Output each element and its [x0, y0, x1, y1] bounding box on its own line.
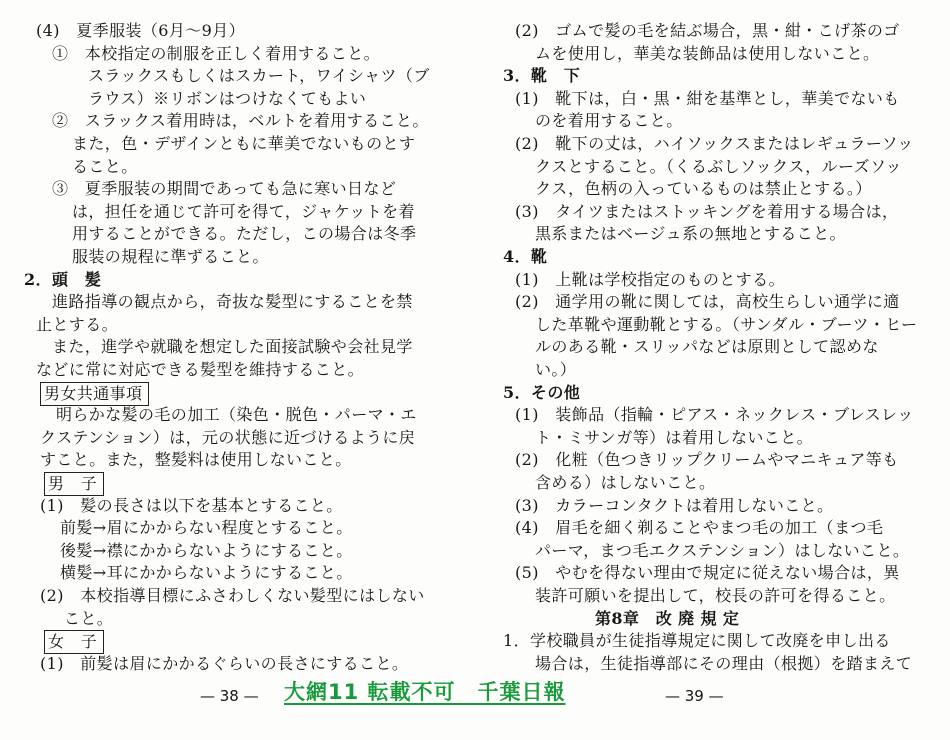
text-line: (3) カラーコンタクトは着用しないこと。	[515, 495, 834, 515]
text-line: (1) 上靴は学校指定のものとする。	[515, 269, 785, 289]
text-line: (4) 眉毛を細く剃ることやまつ毛の加工（まつ毛	[515, 518, 884, 538]
section-4-heading: 4．靴	[503, 247, 548, 266]
section-2-heading: 2．頭 髪	[24, 269, 102, 289]
text-line: ト・ミサンガ等）は着用しないこと。	[535, 427, 814, 447]
text-line: クステンション）は，元の状態に近づけるように戻	[40, 427, 416, 447]
chapter-8-item-1: 1．学校職員が生徒指導規定に関して改廃を申し出る	[503, 631, 891, 651]
text-line: (2) 通学用の靴に関しては，高校生らしい通学に適	[515, 292, 900, 312]
text-line: 装許可願いを提出して，校長の許可を得ること。	[535, 586, 896, 605]
text-line: 場合は，生徒指導部にその理由（根拠）を踏まえて	[535, 653, 913, 673]
text-line: ③ 夏季服装の期間であっても急に寒い日など	[52, 179, 397, 199]
text-line: 後髪→襟にかからないようにすること。	[60, 540, 353, 560]
text-line: クスとすること。（くるぶしソックス，ルーズソッ	[535, 156, 902, 176]
text-line: 服装の規程に準ずること。	[72, 247, 269, 266]
text-line: また，進学や就職を想定した面接試験や会社見学	[52, 337, 413, 357]
text-line: (1) 靴下は，白・黒・紺を基準とし，華美でないも	[515, 88, 900, 108]
text-line: 進路指導の観点から，奇抜な髪型にすることを禁	[52, 292, 413, 312]
text-line: ② スラックス着用時は，ベルトを着用すること。	[52, 111, 429, 131]
subsection-4-heading: (4) 夏季服装（6月～9月）	[36, 21, 246, 40]
text-line: クス，色柄の入っているものは禁止とする。）	[535, 179, 872, 199]
text-line: また，色・デザインともに華美でないものとす	[72, 134, 416, 153]
text-line: ラウス）※リボンはつけなくてもよい	[88, 88, 367, 108]
boxed-label-male: 男 子	[44, 472, 104, 496]
text-line: (1) 装飾品（指輪・ピアス・ネックレス・ブレスレッ	[515, 405, 914, 425]
text-line: すこと。また，整髪料は使用しないこと。	[40, 450, 352, 470]
text-line: 明らかな髪の毛の加工（染色・脱色・パーマ・エ	[56, 405, 417, 425]
page-number-left: — 38 —	[200, 687, 259, 705]
text-line: 黒系またはベージュ系の無地とすること。	[535, 224, 846, 244]
text-line: スラックスもしくはスカート，ワイシャツ（ブ	[88, 66, 430, 86]
text-line: ルのある靴・スリッパなどは原則として認めな	[535, 337, 879, 357]
text-line: ること。	[72, 156, 138, 176]
text-line: のを着用すること。	[535, 111, 683, 131]
text-line: 含める）はしないこと。	[535, 473, 716, 492]
text-line: こと。	[64, 608, 114, 628]
text-line: した革靴や運動靴とする。（サンダル・ブーツ・ヒー	[535, 314, 918, 334]
text-line: (3) タイツまたはストッキングを着用する場合は，	[515, 201, 899, 221]
text-line: い。）	[535, 360, 577, 379]
text-line: (2) 靴下の丈は，ハイソックスまたはレギュラーソッ	[515, 134, 914, 153]
boxed-label-female: 女 子	[44, 630, 104, 654]
watermark-stamp: 大網11 転載不可 千葉日報	[284, 680, 566, 704]
page-number-right: — 39 —	[665, 687, 724, 705]
text-line: 止とする。	[36, 314, 119, 334]
text-line: (2) 本校指導目標にふさわしくない髪型にはしない	[40, 586, 425, 605]
section-3-heading: 3．靴 下	[503, 66, 581, 86]
text-line: は，担任を通じて許可を得て，ジャケットを着	[72, 201, 415, 221]
text-line: 横髪→耳にかからないようにすること。	[60, 563, 353, 583]
section-5-heading: 5．その他	[503, 382, 581, 402]
text-line: (2) 化粧（色つきリップクリームやマニキュア等も	[515, 450, 899, 470]
boxed-label-common: 男女共通事項	[40, 382, 149, 406]
text-line: ① 本校指定の制服を正しく着用すること。	[52, 43, 381, 63]
text-line: などに常に対応できる髪型を維持すること。	[36, 360, 365, 379]
text-line: (2) ゴムで髪の毛を結ぶ場合，黒・紺・こげ茶のゴ	[515, 21, 900, 40]
text-line: (1) 髪の長さは以下を基本とすること。	[40, 495, 343, 515]
chapter-8-heading: 第8章 改 廃 規 定	[595, 608, 740, 628]
text-line: 前髪→眉にかからない程度とすること。	[60, 518, 353, 538]
text-line: ムを使用し，華美な装飾品は使用しないこと。	[535, 43, 880, 63]
text-line: (5) やむを得ない理由で規定に従えない場合は，異	[515, 563, 900, 583]
text-line: (1) 前髪は眉にかかるぐらいの長さにすること。	[40, 653, 409, 673]
text-line: 用することができる。ただし，この場合は冬季	[72, 224, 417, 244]
text-line: パーマ，まつ毛エクステンション）はしないこと。	[535, 540, 910, 560]
